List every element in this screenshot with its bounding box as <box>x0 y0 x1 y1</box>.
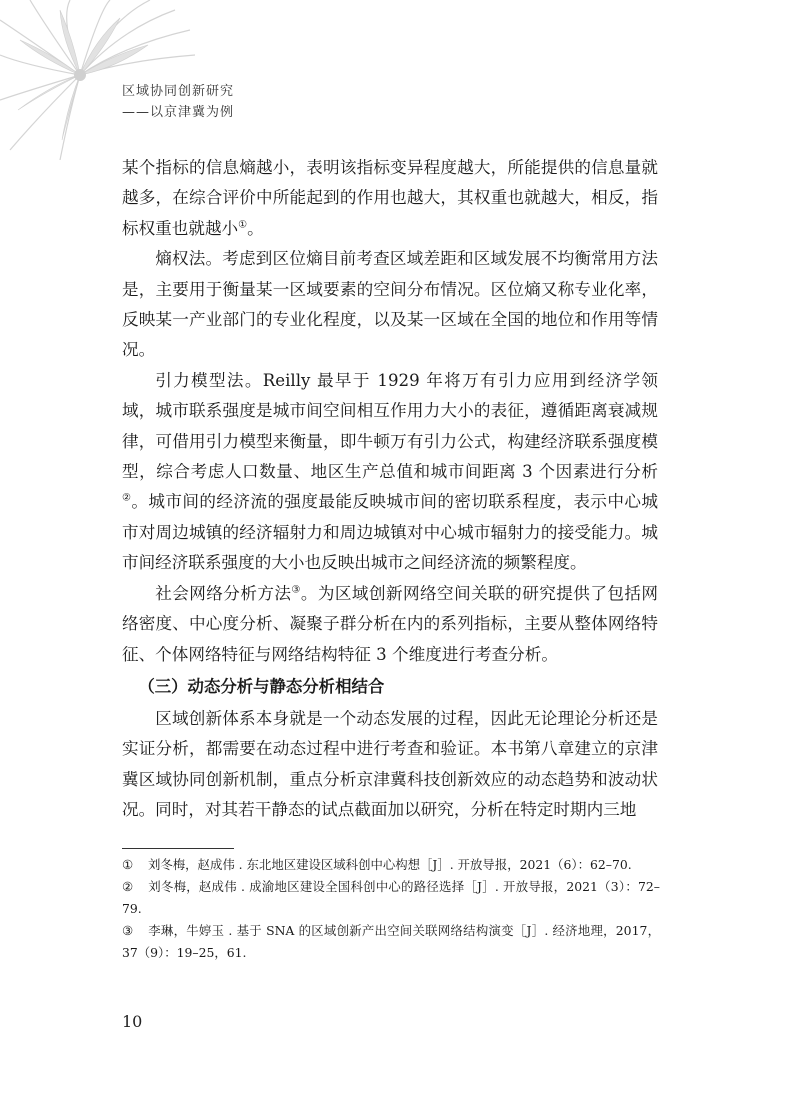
page-number: 10 <box>122 1012 143 1031</box>
footnote-2 <box>122 876 660 919</box>
footnote-1 <box>122 854 660 875</box>
footnote-ref-3: ③ <box>291 584 301 596</box>
footnote-mark: ① <box>122 857 134 872</box>
paragraph-1-text: 某个指标的信息熵越小，表明该指标变异程度越大，所能提供的信息量就越多，在综合评价中所能起到的作用也越大，其权重也就越大，相反，指标权重也就越小 <box>122 158 658 238</box>
running-header-subtitle: ——以京津冀为例 <box>122 105 235 120</box>
paragraph-4-text-a: 社会网络分析方法 <box>155 583 292 603</box>
paragraph-3-text-b: 。城市间的经济流的强度最能反映城市间的密切联系程度，表示中心城市对周边城镇的经济辐射力和周边城镇对中心城市辐射力的接受能力。城市间经济联系强度的大小也反映出城市之间经济流的频繁程度。 <box>122 492 658 573</box>
footnote-mark: ② <box>122 879 134 895</box>
paragraph-4-text-b: 。为区域创新网络空间关联的研究提供了包括网络密度、中心度分析、凝聚子群分析在内的系列指标，主要从整体网络特征、个体网络特征与网络结构特征 3 个维度进行考查分析。 <box>122 583 659 664</box>
running-header-title: 区域协同创新研究 <box>122 84 235 99</box>
footnote-3 <box>122 920 660 963</box>
paragraph-5: 区域创新体系本身就是一个动态发展的过程，因此无论理论分析还是实证分析，都需要在动态过程中进行考查和验证。本书第八章建立的京津冀区域协同创新机制，重点分析京津冀科技创新效应的动态趋势和波动状况。同时，对其若干静态的试点截面加以研究，分析在特定时期内三地 <box>122 708 658 820</box>
footnote-divider <box>122 848 234 849</box>
section-heading: （三）动态分析与静态分析相结合 <box>138 676 385 696</box>
main-text <box>122 153 658 826</box>
footnotes <box>122 854 660 964</box>
paragraph-4 <box>122 579 658 670</box>
paragraph-2: 熵权法。考虑到区位熵目前考查区域差距和区域发展不均衡常用方法是，主要用于衡量某一区域要素的空间分布情况。区位熵又称专业化率，反映某一产业部门的专业化程度，以及某一区域在全国的地位和作用等情况。 <box>122 249 658 360</box>
footnote-ref-1: ① <box>238 219 248 231</box>
footnote-mark: ③ <box>122 923 134 939</box>
footnote-text: 刘冬梅，赵成伟 . 成渝地区建设全国科创中心的路径选择［J］. 开放导报，2021（3）：72–79. <box>122 879 660 916</box>
footnote-text: 李琳，牛婷玉 . 基于 SNA 的区域创新产出空间关联网络结构演变［J］. 经济地理，2017，37（9）：19–25，61. <box>122 923 660 960</box>
paragraph-1 <box>122 153 658 244</box>
paragraph-1-end: 。 <box>247 218 264 238</box>
footnote-text: 刘冬梅，赵成伟 . 东北地区建设区域科创中心构想［J］. 开放导报，2021（6）：62–70. <box>148 857 632 872</box>
paragraph-3-text-a: 引力模型法。Reilly 最早于 1929 年将万有引力应用到经济学领域，城市联系强度是城市间空间相互作用力大小的表征，遵循距离衰减规律，可借用引力模型来衡量，即牛顿万有引力公式，构建经济联系强度模型，综合考虑人口数量、地区生产总值和城市间距离 3 个因素进行分析 <box>122 370 658 482</box>
footnote-ref-2: ② <box>122 492 132 504</box>
paragraph-3 <box>122 366 658 579</box>
